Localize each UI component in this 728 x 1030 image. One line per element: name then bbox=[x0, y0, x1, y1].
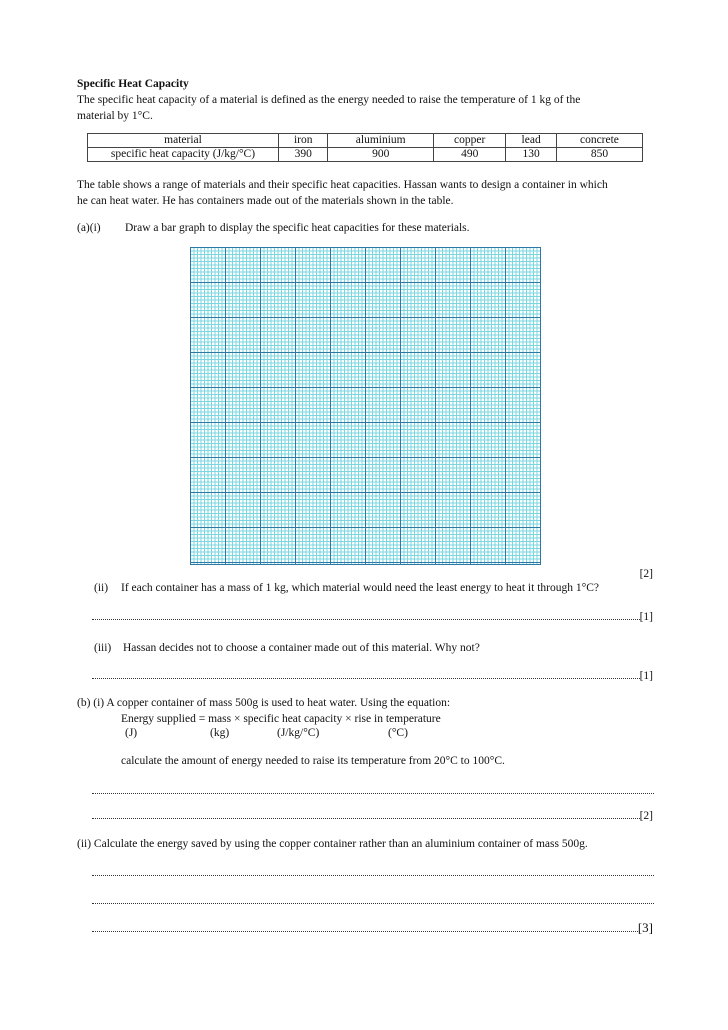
question-a-ii-text: If each container has a mass of 1 kg, which material would need the least energy to heat it through 1°C? bbox=[121, 582, 599, 594]
answer-line[interactable] bbox=[92, 875, 654, 876]
unit-jkgc: (J/kg/°C) bbox=[277, 727, 320, 739]
unit-celsius: (°C) bbox=[388, 727, 408, 739]
materials-table bbox=[87, 133, 643, 162]
graph-paper[interactable] bbox=[190, 247, 541, 565]
table-cell: 390 bbox=[279, 148, 328, 162]
intro-line-1: The specific heat capacity of a material is defined as the energy needed to raise the temperature of 1 kg of the bbox=[77, 94, 581, 106]
para2-line-1: The table shows a range of materials and their specific heat capacities. Hassan wants to design a container in which bbox=[77, 179, 608, 191]
table-row bbox=[88, 148, 643, 162]
table-cell: 130 bbox=[506, 148, 557, 162]
mark-a-ii: [1] bbox=[639, 611, 653, 623]
mark-b-i: [2] bbox=[639, 810, 653, 822]
table-cell: 900 bbox=[328, 148, 434, 162]
table-cell: iron bbox=[279, 134, 328, 148]
table-row bbox=[88, 134, 643, 148]
table-cell: concrete bbox=[556, 134, 642, 148]
question-a-iii-label: (iii) bbox=[94, 642, 112, 654]
table-cell: 490 bbox=[434, 148, 506, 162]
para2-line-2: he can heat water. He has containers made out of the materials shown in the table. bbox=[77, 195, 454, 207]
table-cell: aluminium bbox=[328, 134, 434, 148]
answer-line[interactable] bbox=[92, 818, 640, 819]
table-cell: lead bbox=[506, 134, 557, 148]
question-a-iii-text: Hassan decides not to choose a container made out of this material. Why not? bbox=[123, 642, 480, 654]
table-cell: specific heat capacity (J/kg/°C) bbox=[88, 148, 279, 162]
table-cell: 850 bbox=[556, 148, 642, 162]
answer-line[interactable] bbox=[92, 931, 640, 932]
answer-line[interactable] bbox=[92, 793, 654, 794]
answer-line[interactable] bbox=[92, 619, 640, 620]
mark-a-i: [2] bbox=[639, 568, 653, 580]
table-cell: material bbox=[88, 134, 279, 148]
question-b-i-calc: calculate the amount of energy needed to raise its temperature from 20°C to 100°C. bbox=[121, 755, 505, 767]
heading: Specific Heat Capacity bbox=[77, 78, 189, 90]
equation: Energy supplied = mass × specific heat capacity × rise in temperature bbox=[121, 713, 441, 725]
answer-line[interactable] bbox=[92, 678, 640, 679]
question-a-i-text: Draw a bar graph to display the specific heat capacities for these materials. bbox=[125, 222, 470, 234]
mark-a-iii: [1] bbox=[639, 670, 653, 682]
question-b-ii-text: (ii) Calculate the energy saved by using the copper container rather than an aluminium container of mass 500g. bbox=[77, 838, 588, 850]
question-a-ii-label: (ii) bbox=[94, 582, 109, 594]
intro-line-2: material by 1°C. bbox=[77, 110, 153, 122]
unit-kg: (kg) bbox=[210, 727, 230, 739]
question-b-i-text: (b) (i) A copper container of mass 500g is used to heat water. Using the equation: bbox=[77, 697, 451, 709]
unit-joules: (J) bbox=[125, 727, 138, 739]
question-a-i-label: (a)(i) bbox=[77, 222, 101, 234]
mark-b-ii: [3] bbox=[637, 920, 653, 935]
table-cell: copper bbox=[434, 134, 506, 148]
answer-line[interactable] bbox=[92, 903, 654, 904]
